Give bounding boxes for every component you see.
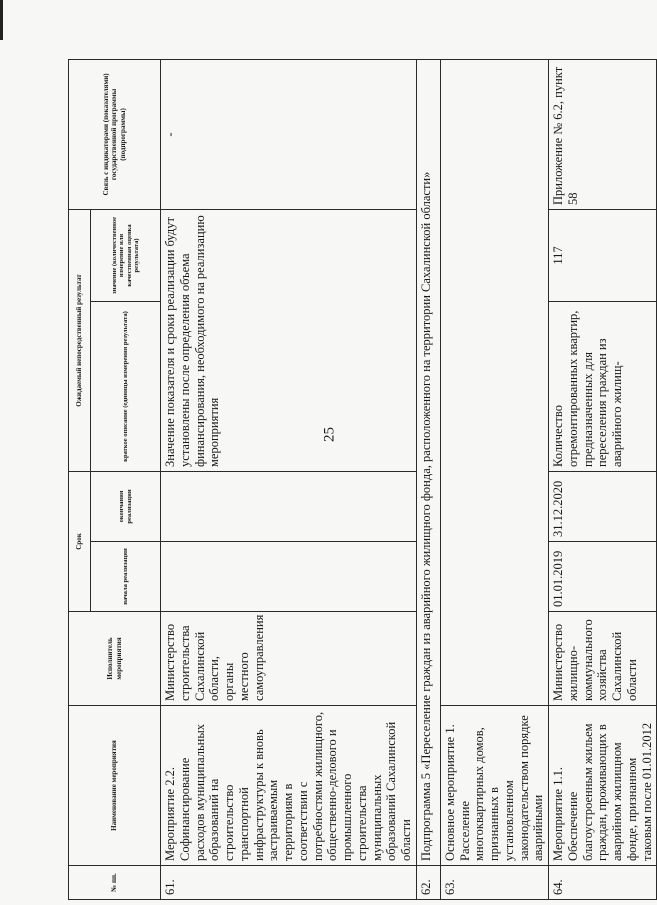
subprogram-title: Подпрограмма 5 «Переселение граждан из аварийного жилищного фонда, расположенного на территории Сахалинской области»	[416, 59, 440, 865]
row-empty	[440, 59, 548, 705]
header-term: Срок	[69, 471, 91, 611]
row-start	[161, 542, 417, 612]
row-num: 62.	[416, 866, 440, 900]
table-row	[416, 59, 440, 899]
rotated-table-sheet	[68, 60, 654, 900]
page-number: 25	[321, 427, 338, 442]
header-name: Наименование мероприятия	[69, 706, 161, 866]
row-start: 01.01.2019	[549, 542, 657, 612]
row-link: Приложение № 6.2, пункт 58	[549, 59, 657, 209]
row-result-text: Значение показателя и сроки реализации будут установлены после определения объема финансирования, необходимого на реализацию мероприятия	[161, 209, 417, 471]
row-num: 61.	[161, 866, 417, 900]
row-num: 63.	[440, 866, 548, 900]
row-name: Мероприятие 2.2. Софинансирование расходов муниципальных образований на строительство транспортной инфраструктуры к вновь застраиваемым территориям в соответствии с потребностями жилищного, общественно-делового и промышленного строительства муниципальных образований Сахалинской области	[161, 706, 417, 866]
header-term-start: начала реализации	[91, 542, 161, 612]
header-result-value: значение (количественное измерение или качественная оценка результата)	[91, 209, 161, 301]
row-executor: Министерство строительства Сахалинской области, органы местного самоуправления	[161, 612, 417, 706]
row-num: 64.	[549, 866, 657, 900]
header-executor: Исполнитель мероприятия	[69, 612, 161, 706]
row-executor: Министерство жилищно-коммунального хозяйства Сахалинской области	[549, 612, 657, 706]
row-result-desc: Количество отремонтированных квартир, предназначенных для переселения граждан из аварийного жилищ-	[549, 301, 657, 471]
row-link: -	[161, 59, 417, 209]
header-result: Ожидаемый непосредственный результат	[69, 209, 91, 471]
row-end: 31.12.2020	[549, 471, 657, 541]
activities-table	[68, 59, 657, 900]
row-name: Основное мероприятие 1. Расселение многоквартирных домов, признанных в установленном законодательством порядке аварийными	[440, 706, 548, 866]
row-end	[161, 471, 417, 541]
table-row	[161, 59, 417, 899]
table-row	[549, 59, 657, 899]
page-edge-mark	[0, 0, 3, 40]
header-term-end: окончания реализации	[91, 471, 161, 541]
header-link: Связь с индикаторами (показателями) государственной программы (подпрограммы)	[69, 59, 161, 209]
header-result-desc: краткое описание (единицы измерения результата)	[91, 301, 161, 471]
table-row	[440, 59, 548, 899]
row-name: Мероприятие 1.1. Обеспечение благоустроенным жильем граждан, проживающих в аварийном жилищном фонде, признанном таковым после 01.01.2012	[549, 706, 657, 866]
header-num: № пп.	[69, 866, 161, 900]
row-result-value: 117	[549, 209, 657, 301]
